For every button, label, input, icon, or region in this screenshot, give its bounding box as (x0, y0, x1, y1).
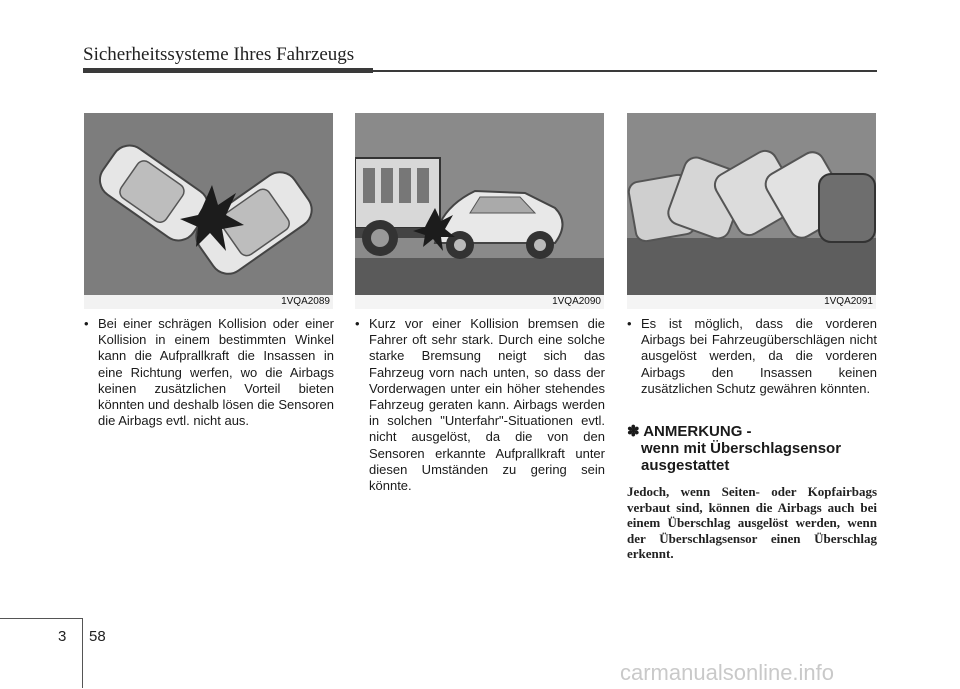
figure-label: 1VQA2090 (552, 296, 601, 307)
column-oblique-collision (84, 316, 334, 429)
page-number: 58 (89, 628, 106, 645)
bullet-text: Kurz vor einer Kollision bremsen die Fahrer oft sehr stark. Durch eine solche starke Bremsung neigt sich das Fahrzeug vorn nach unten, so dass der Vorderwagen unter ein höher stehendes Fahrzeug geraten kann. Airbags werden in solchen "Unterfahr"-Situationen evtl. nicht ausgelöst, da die von den Sensoren erkannte Aufprallkraft unter diesen Umständen zu gering sein könnte. (369, 316, 605, 494)
note-subtitle: wenn mit Überschlagsensor ausgestattet (641, 440, 842, 474)
figure-rollover (627, 113, 876, 309)
figure-oblique-collision (84, 113, 333, 309)
bullet-paragraph (84, 316, 334, 429)
bullet-paragraph (355, 316, 605, 494)
underride-illustration (355, 113, 604, 309)
watermark: carmanualsonline.info (620, 660, 835, 685)
footer-rule-horizontal (0, 618, 83, 619)
figure-underride-collision (355, 113, 604, 309)
bullet-text: Es ist möglich, dass die vorderen Airbags bei Fahrzeugüberschlägen nicht ausgelöst werden, da die vorderen Airbags den Insassen keinen zusätzlichen Schutz gewähren könnten. (641, 316, 877, 396)
note-title: ANMERKUNG - (643, 423, 752, 440)
note-body: Jedoch, wenn Seiten- oder Kopfairbags verbaut sind, können die Airbags auch bei einem Überschlag ausgelöst werden, wenn der Überschlagsensor einen Überschlag erkennt. (627, 484, 877, 562)
header-rule-thick (83, 68, 373, 73)
bullet-marker: • (627, 316, 632, 331)
bullet-text: Bei einer schrägen Kollision oder einer Kollision in einem bestimmten Winkel kann die Aufprallkraft die Insassen in eine Richtung werfen, wo die Airbags keinen zusätzlichen Vorteil bieten könnten und deshalb lösen die Sensoren die Airbags evtl. nicht aus. (98, 316, 334, 429)
bullet-marker: • (84, 316, 89, 331)
figure-label: 1VQA2089 (281, 296, 330, 307)
figure-label: 1VQA2091 (824, 296, 873, 307)
bullet-paragraph (627, 316, 877, 397)
note-heading (627, 423, 877, 474)
footer-rule-vertical (82, 618, 83, 688)
note-star-icon: ✽ (627, 423, 640, 440)
rollover-illustration (627, 113, 876, 309)
page-header-title: Sicherheitssysteme Ihres Fahrzeugs (83, 44, 355, 65)
bullet-marker: • (355, 316, 360, 331)
header-rule-thin (373, 70, 877, 72)
chapter-number: 3 (58, 628, 67, 645)
oblique-collision-illustration (84, 113, 333, 309)
column-underride (355, 316, 605, 494)
column-rollover (627, 316, 877, 397)
